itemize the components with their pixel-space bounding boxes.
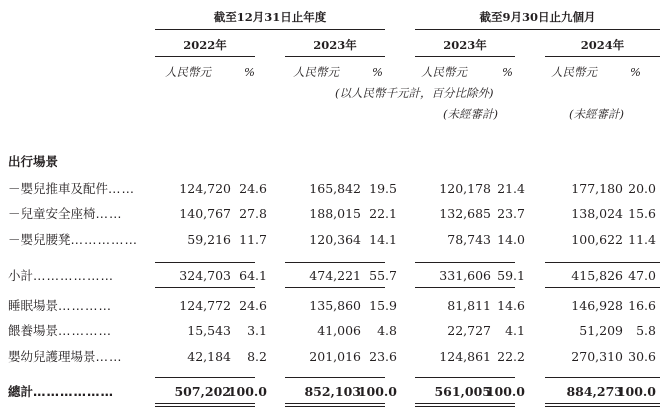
total-double-rule: [155, 403, 255, 404]
row-label-text: 睡眠場景: [8, 298, 59, 313]
amount-cell: 124,720: [179, 181, 231, 196]
amount-cell: 124,772: [179, 298, 231, 313]
percent-cell: 30.6: [628, 349, 656, 364]
total-double-rule: [285, 406, 385, 407]
section-title: 出行場景: [8, 154, 59, 169]
row-label-text: 小計: [8, 268, 34, 283]
leader-dots: ……: [108, 181, 136, 196]
subtotal-rule: [285, 262, 385, 263]
group-header-nine-months: 截至9月30日止九個月: [479, 10, 596, 24]
percent-cell: 23.7: [497, 206, 525, 221]
amount-cell: 120,178: [439, 181, 491, 196]
subtotal-underline: [415, 287, 515, 288]
amount-cell: 120,364: [309, 232, 361, 247]
amount-cell: 415,826: [571, 268, 623, 283]
row-label: [8, 323, 112, 338]
percent-cell: 11.7: [239, 232, 267, 247]
amount-cell: 884,273: [566, 384, 623, 399]
amount-cell: 51,209: [579, 323, 623, 338]
total-double-rule: [545, 403, 660, 404]
amount-cell: 852,103: [304, 384, 361, 399]
pct-unit: %: [502, 65, 513, 79]
total-double-rule: [155, 406, 255, 407]
amount-cell: 100,622: [571, 232, 623, 247]
row-label-text: －兒童安全座椅: [8, 206, 96, 221]
percent-cell: 100.0: [485, 384, 525, 399]
percent-cell: 4.8: [377, 323, 397, 338]
amount-cell: 201,016: [309, 349, 361, 364]
percent-cell: 19.5: [369, 181, 397, 196]
amount-cell: 78,743: [447, 232, 491, 247]
amount-cell: 124,861: [439, 349, 491, 364]
year-underline: [545, 56, 660, 57]
year-header: 2022年: [183, 38, 227, 52]
subtotal-rule: [415, 262, 515, 263]
amount-cell: 331,606: [439, 268, 491, 283]
amount-cell: 135,860: [309, 298, 361, 313]
row-label: [8, 232, 138, 247]
percent-cell: 3.1: [247, 323, 267, 338]
percent-cell: 24.6: [239, 181, 267, 196]
subtotal-underline: [285, 287, 385, 288]
total-double-rule: [545, 406, 660, 407]
leader-dots: ……………: [70, 232, 139, 247]
leader-dots: ………………: [33, 384, 115, 399]
percent-cell: 21.4: [497, 181, 525, 196]
percent-cell: 20.0: [628, 181, 656, 196]
percent-cell: 100.0: [227, 384, 267, 399]
subtotal-rule: [155, 262, 255, 263]
amount-cell: 474,221: [309, 268, 361, 283]
amount-unit: 人民幣元: [551, 65, 597, 79]
row-label-text: 嬰幼兒護理場景: [8, 349, 96, 364]
amount-cell: 41,006: [317, 323, 361, 338]
percent-cell: 15.6: [628, 206, 656, 221]
percent-cell: 5.8: [636, 323, 656, 338]
group-header-underline: [415, 29, 660, 30]
amount-cell: 561,005: [434, 384, 491, 399]
percent-cell: 14.0: [497, 232, 525, 247]
percent-cell: 14.1: [369, 232, 397, 247]
total-rule: [545, 377, 660, 378]
amount-cell: 165,842: [309, 181, 361, 196]
percent-cell: 64.1: [239, 268, 267, 283]
leader-dots: …………: [58, 298, 113, 313]
percent-cell: 22.2: [497, 349, 525, 364]
amount-cell: 132,685: [439, 206, 491, 221]
row-label: [8, 298, 112, 313]
amount-cell: 270,310: [571, 349, 623, 364]
row-label: [8, 268, 114, 283]
row-label-text: 總計: [8, 384, 34, 399]
unit-note: (以人民幣千元計，百分比除外): [335, 86, 494, 100]
group-header-year-ended: 截至12月31日止年度: [213, 10, 327, 24]
unaudited-note: (未經審計): [569, 107, 624, 121]
unaudited-note: (未經審計): [443, 107, 498, 121]
percent-cell: 11.4: [628, 232, 656, 247]
row-label: [8, 206, 123, 221]
percent-cell: 100.0: [616, 384, 656, 399]
percent-cell: 55.7: [369, 268, 397, 283]
row-label-text: 餵養場景: [8, 323, 59, 338]
row-label-text: －嬰兒推車及配件: [8, 181, 109, 196]
amount-unit: 人民幣元: [293, 65, 339, 79]
total-rule: [415, 377, 515, 378]
percent-cell: 47.0: [628, 268, 656, 283]
total-double-rule: [415, 406, 515, 407]
percent-cell: 22.1: [369, 206, 397, 221]
amount-cell: 177,180: [571, 181, 623, 196]
pct-unit: %: [372, 65, 383, 79]
amount-cell: 140,767: [179, 206, 231, 221]
amount-cell: 188,015: [309, 206, 361, 221]
percent-cell: 8.2: [247, 349, 267, 364]
year-header: 2023年: [443, 38, 487, 52]
percent-cell: 100.0: [357, 384, 397, 399]
percent-cell: 15.9: [369, 298, 397, 313]
total-double-rule: [285, 403, 385, 404]
pct-unit: %: [630, 65, 641, 79]
amount-cell: 22,727: [447, 323, 491, 338]
percent-cell: 27.8: [239, 206, 267, 221]
total-rule: [285, 377, 385, 378]
year-underline: [155, 56, 255, 57]
row-label-text: －嬰兒腰凳: [8, 232, 71, 247]
leader-dots: ……: [95, 349, 123, 364]
leader-dots: ……: [95, 206, 123, 221]
amount-cell: 324,703: [179, 268, 231, 283]
subtotal-underline: [155, 287, 255, 288]
percent-cell: 23.6: [369, 349, 397, 364]
subtotal-rule: [545, 262, 660, 263]
amount-cell: 146,928: [571, 298, 623, 313]
row-label: [8, 349, 123, 364]
amount-unit: 人民幣元: [421, 65, 467, 79]
year-header: 2024年: [580, 38, 625, 52]
row-label: [8, 384, 114, 399]
leader-dots: …………: [58, 323, 113, 338]
percent-cell: 16.6: [628, 298, 656, 313]
year-header: 2023年: [313, 38, 357, 52]
row-label: [8, 181, 135, 196]
pct-unit: %: [244, 65, 255, 79]
leader-dots: ………………: [33, 268, 115, 283]
amount-cell: 15,543: [187, 323, 231, 338]
amount-cell: 138,024: [571, 206, 623, 221]
group-header-underline: [155, 29, 385, 30]
total-double-rule: [415, 403, 515, 404]
year-underline: [285, 56, 385, 57]
total-rule: [155, 377, 255, 378]
percent-cell: 24.6: [239, 298, 267, 313]
percent-cell: 59.1: [497, 268, 525, 283]
subtotal-underline: [545, 287, 660, 288]
year-underline: [415, 56, 515, 57]
percent-cell: 4.1: [505, 323, 525, 338]
amount-cell: 507,202: [174, 384, 231, 399]
amount-cell: 81,811: [447, 298, 491, 313]
amount-cell: 42,184: [187, 349, 231, 364]
amount-unit: 人民幣元: [165, 65, 211, 79]
amount-cell: 59,216: [187, 232, 231, 247]
percent-cell: 14.6: [497, 298, 525, 313]
